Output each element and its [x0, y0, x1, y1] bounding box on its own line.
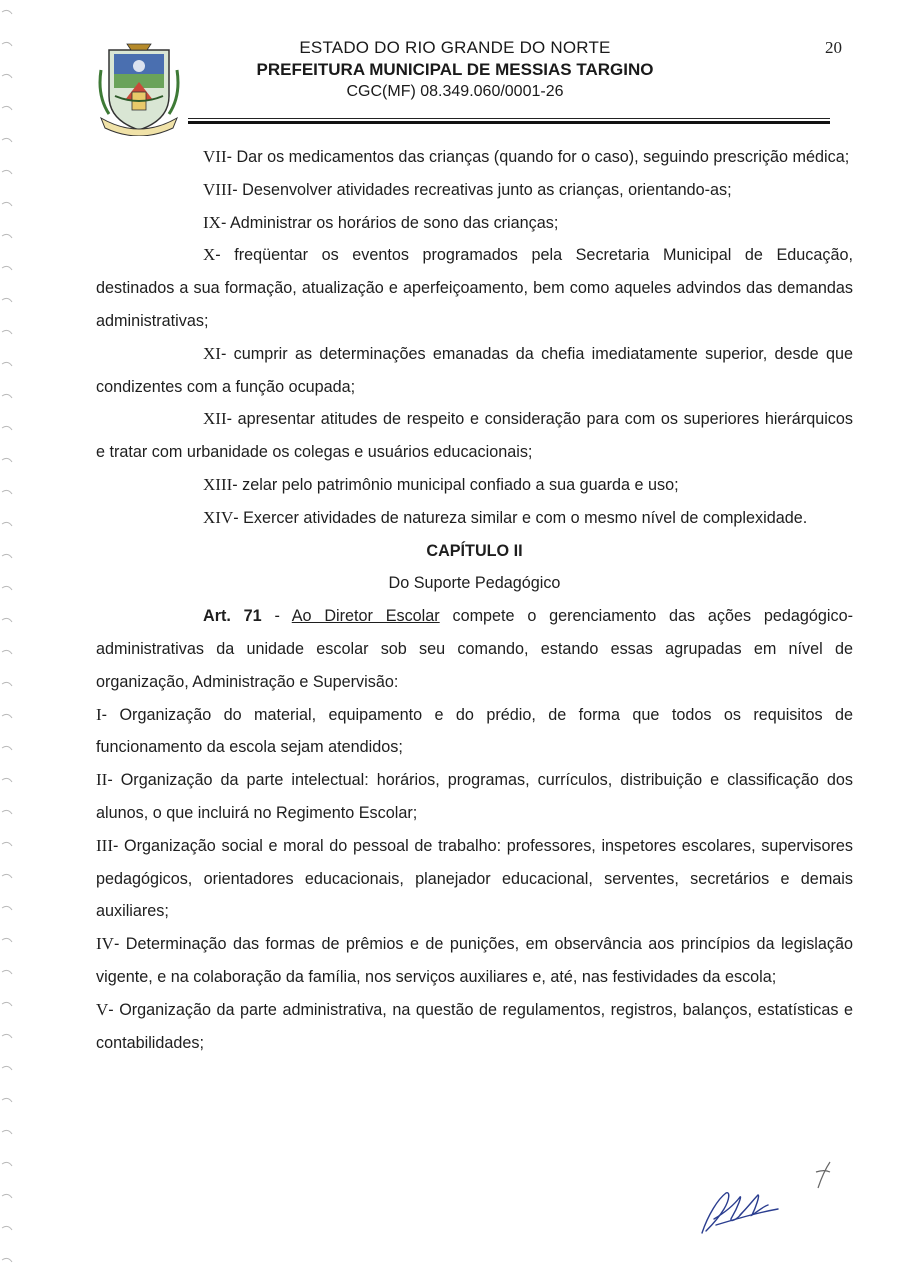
list-item: IV- Determinação das formas de prêmios e de punições, em observância aos princípios da legislação vigente, e na colaboração da família, nos serviços auxiliares e, até, nas festividades da escola;	[96, 934, 853, 986]
handwritten-signature-icon	[696, 1185, 796, 1241]
list-item: X- freqüentar os eventos programados pela Secretaria Municipal de Educação, destinados a sua formação, atualização e aperfeiçoamento, bem como aqueles advindos das demandas administrativas;	[96, 245, 853, 330]
cgc-number: CGC(MF) 08.349.060/0001-26	[346, 83, 564, 100]
prefecture-name: PREFEITURA MUNICIPAL DE MESSIAS TARGINO	[256, 60, 654, 79]
letterhead	[195, 37, 715, 103]
list-item: XIV- Exercer atividades de natureza similar e com o mesmo nível de complexidade.	[203, 507, 808, 527]
municipal-crest-icon	[97, 40, 181, 136]
header-divider	[188, 118, 830, 124]
state-name: ESTADO DO RIO GRANDE DO NORTE	[299, 38, 611, 57]
document-body	[96, 141, 853, 1059]
list-item: I- Organização do material, equipamento e do prédio, de forma que todos os requisitos de funcionamento da escola sejam atendidos;	[96, 704, 853, 757]
handwritten-initial-icon	[810, 1158, 836, 1194]
list-item: V- Organização da parte administrativa, na questão de regulamentos, registros, balanços, estatísticas e contabilidades;	[96, 999, 853, 1052]
list-item: IX- Administrar os horários de sono das crianças;	[203, 212, 559, 232]
article-role: Ao Diretor Escolar	[291, 607, 440, 626]
list-item: II- Organização da parte intelectual: horários, programas, currículos, distribuição e classificação dos alunos, o que incluirá no Regimento Escolar;	[96, 770, 853, 822]
article-71: Art. 71 - Ao Diretor Escolar compete o gerenciamento das ações pedagógico-administrativas da unidade escolar sob seu comando, estando essas agrupadas em nível de organização, Administração e Supervisão:	[96, 607, 853, 691]
list-item: XI- cumprir as determinações emanadas da chefia imediatamente superior, desde que condizentes com a função ocupada;	[96, 343, 853, 396]
list-item: III- Organização social e moral do pessoal de trabalho: professores, inspetores escolares, supervisores pedagógicos, orientadores educacionais, planejador educacional, serventes, secretários e demais auxiliares;	[96, 835, 853, 921]
chapter-subtitle: Do Suporte Pedagógico	[388, 574, 561, 593]
chapter-title: CAPÍTULO II	[426, 541, 523, 560]
list-item: XIII- zelar pelo patrimônio municipal confiado a sua guarda e uso;	[203, 474, 679, 494]
list-item: VIII- Desenvolver atividades recreativas junto as crianças, orientando-as;	[203, 179, 732, 199]
list-item: XII- apresentar atitudes de respeito e consideração para com os superiores hierárquicos e tratar com urbanidade os colegas e usuários educacionais;	[96, 409, 853, 462]
list-item: VII- Dar os medicamentos das crianças (quando for o caso), seguindo prescrição médica;	[203, 147, 850, 166]
page-number: 20	[825, 38, 842, 57]
article-label: Art. 71	[203, 607, 262, 626]
punched-holes-icon	[0, 0, 18, 1284]
